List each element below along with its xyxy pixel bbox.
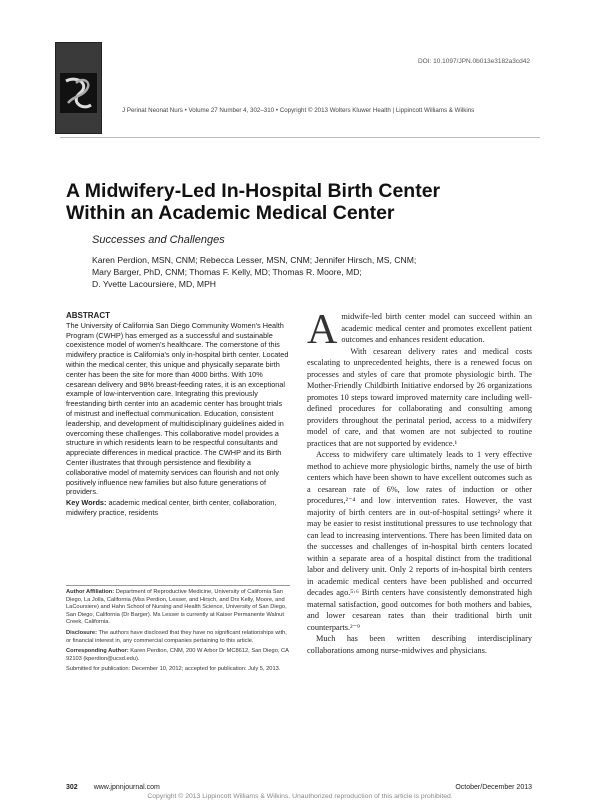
disclosure-label: Disclosure: <box>66 629 97 636</box>
doi: DOI: 10.1097/JPN.0b013e3182a3cd42 <box>417 58 530 65</box>
copyright-notice: Copyright © 2013 Lippincott Williams & Wilkins. Unauthorized reproduction of this article is prohibited. <box>147 793 453 800</box>
corresponding-text: Karen Perdion, CNM, 200 W Arbor Dr MC8612, San Diego, CA 92103 (kperdion@ucsd.edu). <box>66 648 289 662</box>
body-paragraph-3: Access to midwifery care ultimately leads to 1 very effective method to achieve more physiologic births, namely the use of birth centers which have been shown to have excellent outcomes such as a cesarean rate of 6%, low rates of induction or other procedures,²⁻⁴ and low intervention rates. However, the vast majority of birth centers are in out-of-hospital settings² where it may be easier to resist institutional pressures to use technology that can lead to increasing interventions. There has been limited data on the successes and challenges of in-hospital birth centers located within a separate area of a hospital distinct from the traditional labor and delivery unit. Only 2 reports of in-hospital birth centers in academic medical centers have been published and occurred decades ago.⁵·⁶ Birth centers have consistently demonstrated high maternal satisfaction, good outcomes for both mothers and babies, and lower cesarean rates than their traditional birth unit counterparts.²⁻⁹ <box>307 450 532 632</box>
footer-left <box>66 784 160 791</box>
title-line-2: Within an Academic Medical Center <box>66 202 395 224</box>
author-list <box>92 254 532 291</box>
article-title <box>66 180 536 224</box>
affiliation-divider <box>66 585 290 586</box>
body-paragraph-2: With cesarean delivery rates and medical costs escalating to unprecedented heights, there is a renewed focus on processes and styles of care that promote physiologic birth. The Mother-Friendly Childbirth Initiative endorsed by 26 organizations promotes 10 steps toward improved maternity care including well-defined procedures for collaborating and consulting among providers throughout the perinatal period, access to a midwifery model of care, and that women are not subjected to routine practices that are not supported by evidence.¹ <box>307 346 532 448</box>
disclosure <box>66 630 290 645</box>
title-line-1: A Midwifery-Led In-Hospital Birth Center <box>66 180 441 202</box>
keywords-label: Key Words: <box>66 498 107 508</box>
keywords <box>66 498 290 518</box>
keywords-text: academic medical center, birth center, collaboration, midwifery practice, residents <box>66 498 277 517</box>
page-number: 302 <box>66 784 78 791</box>
disclosure-text: The authors have disclosed that they have no significant relationships with, or financial interest in, any commercial companies pertaining to this article. <box>66 629 287 644</box>
header-divider <box>60 137 540 138</box>
drop-cap: A <box>307 307 338 353</box>
p1-text: midwife-led birth center model can succeed within an academic medical center and promotes excellent patient outcomes and enhances resident education. <box>341 312 532 344</box>
corresponding-author <box>66 648 290 663</box>
abstract-heading: ABSTRACT <box>66 311 110 320</box>
journal-citation: J Perinat Neonat Nurs • Volume 27 Number 4, 302–310 • Copyright © 2013 Wolters Kluwer Health | Lippincott Williams & Wilkins <box>122 107 475 114</box>
body-column <box>307 307 532 656</box>
affiliation-section <box>66 589 290 677</box>
abstract-section <box>66 311 290 518</box>
body-paragraph-1 <box>307 307 532 353</box>
body-paragraph-4: Much has been written describing interdisciplinary collaborations among nurse-midwives and physicians. <box>307 634 532 655</box>
author-affiliation <box>66 589 290 627</box>
abstract-text: The University of California San Diego Community Women's Health Program (CWHP) has emerged as a successful and sustainable coexistence model of women's healthcare. The cornerstone of this midwifery practice is California's only in-hospital birth center. Located within the medical center, this unique and physically separate birth center has been the site for more than 4000 births. With 10% cesarean delivery and 98% breast-feeding rates, it is an exceptional example of low-intervention care. Integrating this previously freestanding birth center into an academic center has brought trials of mistrust and ineffectual communication. Education, consistent leadership, and development of multidisciplinary guidelines aided in overcoming these challenges. This collaborative model provides a structure in which residents learn to be respectful consultants and appreciate differences in medical practice. The CWHP and its Birth Center illustrates that through persistence and flexibility a collaborative model of maternity services can flourish and not only positively influence new families but also future generations of providers. <box>66 320 289 497</box>
authors-line-1: Karen Perdion, MSN, CNM; Rebecca Lesser, MSN, CNM; Jennifer Hirsch, MS, CNM; <box>92 255 417 265</box>
knot-icon <box>60 73 97 113</box>
affiliation-label: Author Affiliation: <box>66 589 115 595</box>
authors-line-2: Mary Barger, PhD, CNM; Thomas F. Kelly, MD; Thomas R. Moore, MD; <box>92 267 362 278</box>
affiliation-text: Department of Reproductive Medicine, University of California San Diego, La Jolla, California (Mss Perdion, Lesser, and Hirsch, and Drs Kelly, Moore, and LaCoursiere) and Hahn School of Nursing and Health Science, University of San Diego, San Diego, California (Dr Barger). Ms Lesser is currently at Kaiser Permanente Walnut Creek, California. <box>66 589 287 626</box>
submission-dates: Submitted for publication: December 10, 2012; accepted for publication: July 5, 2013. <box>66 666 281 673</box>
journal-url[interactable]: www.jpnnjournal.com <box>93 784 160 791</box>
journal-logo <box>55 42 102 134</box>
issue-date: October/December 2013 <box>455 784 532 791</box>
article-subtitle: Successes and Challenges <box>92 234 225 246</box>
corresponding-label: Corresponding Author: <box>66 648 129 655</box>
authors-line-3: D. Yvette Lacoursiere, MD, MPH <box>92 279 217 290</box>
